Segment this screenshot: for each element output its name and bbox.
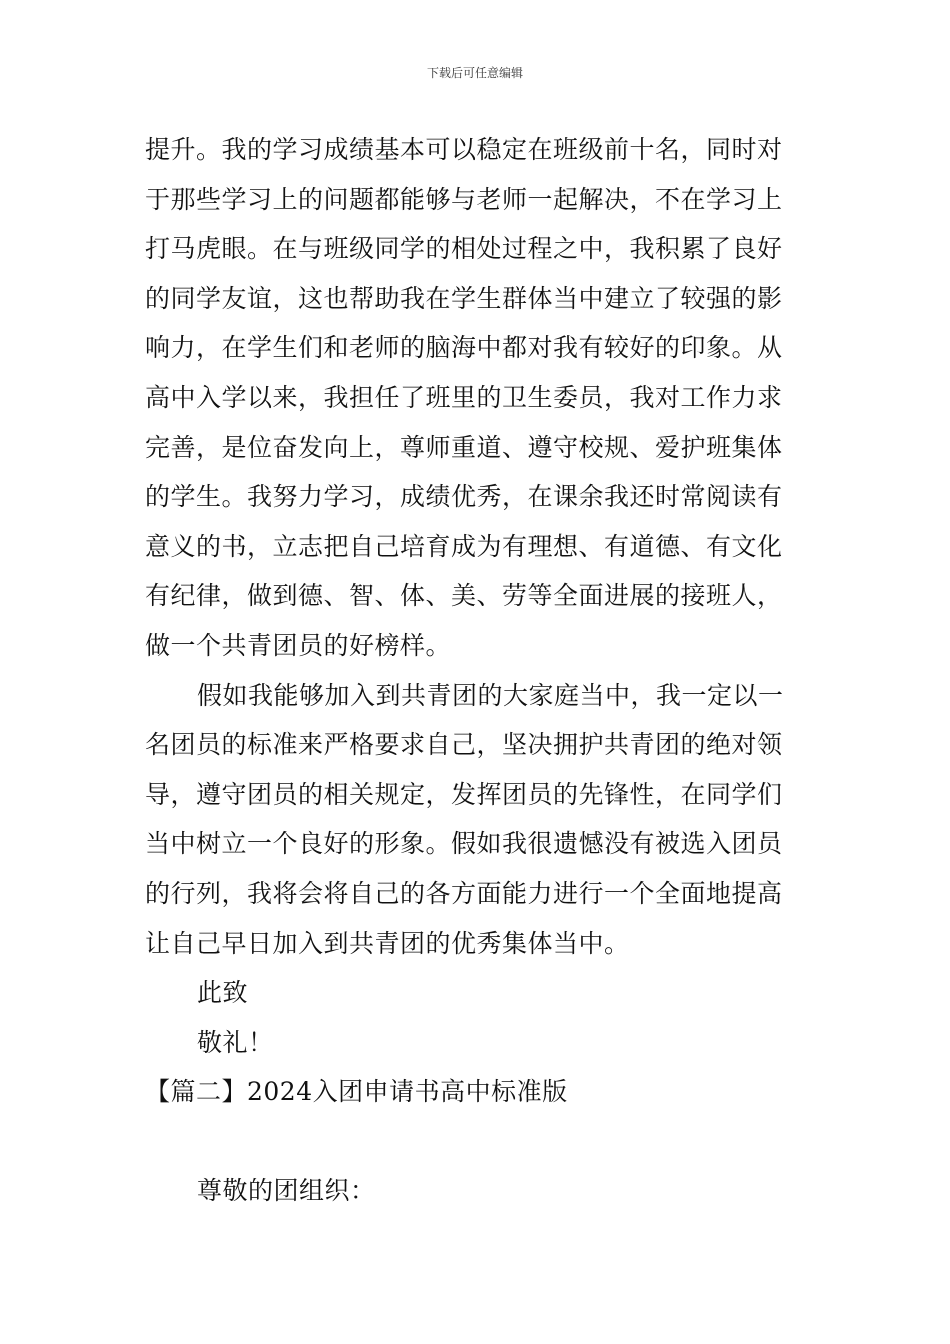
text-line: 意义的书，立志把自己培育成为有理想、有道德、有文化 <box>145 531 783 561</box>
text-line: 有纪律，做到德、智、体、美、劳等全面进展的接班人， <box>145 581 783 611</box>
paragraph-1 <box>145 125 810 671</box>
text-line: 让自己早日加入到共青团的优秀集体当中。 <box>145 928 630 958</box>
text-line: 名团员的标准来严格要求自己，坚决拥护共青团的绝对领 <box>145 730 783 760</box>
text-line: 假如我能够加入到共青团的大家庭当中，我一定以一 <box>197 680 784 710</box>
paragraph-2 <box>145 671 810 969</box>
closing-line-1: 此致 <box>197 978 249 1008</box>
section-title: 【篇二】2024入团申请书高中标准版 <box>145 1077 568 1107</box>
text-line: 的行列，我将会将自己的各方面能力进行一个全面地提高 <box>145 878 783 908</box>
text-line: 的同学友谊，这也帮助我在学生群体当中建立了较强的影 <box>145 283 783 313</box>
page-header: 下载后可任意编辑 <box>426 66 523 80</box>
text-line: 于那些学习上的问题都能够与老师一起解决，不在学习上 <box>145 184 783 214</box>
text-line: 导，遵守团员的相关规定，发挥团员的先锋性，在同学们 <box>145 779 783 809</box>
salutation: 尊敬的团组织： <box>197 1176 376 1206</box>
text-line: 完善，是位奋发向上，尊师重道、遵守校规、爱护班集体 <box>145 432 783 462</box>
document-body <box>145 125 810 1216</box>
text-line: 响力，在学生们和老师的脑海中都对我有较好的印象。从 <box>145 333 783 363</box>
text-line: 的学生。我努力学习，成绩优秀，在课余我还时常阅读有 <box>145 482 783 512</box>
text-line: 打马虎眼。在与班级同学的相处过程之中，我积累了良好 <box>145 234 783 264</box>
text-line: 当中树立一个良好的形象。假如我很遗憾没有被选入团员 <box>145 829 783 859</box>
text-line: 做一个共青团员的好榜样。 <box>145 630 452 660</box>
text-line: 高中入学以来，我担任了班里的卫生委员，我对工作力求 <box>145 382 783 412</box>
closing-line-2: 敬礼！ <box>197 1027 274 1057</box>
text-line: 提升。我的学习成绩基本可以稳定在班级前十名，同时对 <box>145 135 783 164</box>
blank-line <box>145 1117 810 1167</box>
